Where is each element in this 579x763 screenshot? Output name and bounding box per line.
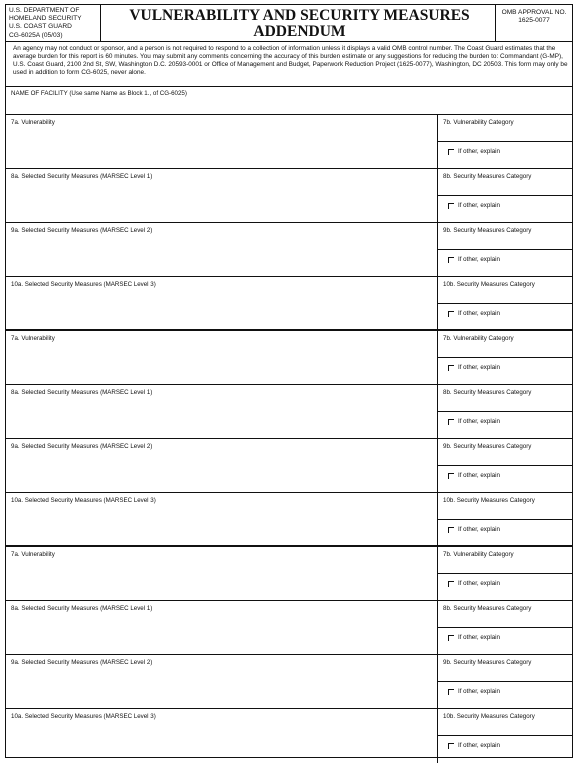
entry-field[interactable] (6, 385, 438, 438)
other-checkbox[interactable] (448, 203, 454, 209)
category-field[interactable] (438, 709, 572, 763)
entry-label: 10a. Selected Security Measures (MARSEC Level 3) (11, 713, 156, 720)
if-other-label: If other, explain (458, 580, 500, 587)
if-other-option[interactable] (448, 634, 500, 641)
category-field[interactable] (438, 277, 572, 331)
category-divider (438, 357, 572, 358)
form-row (6, 169, 572, 223)
if-other-option[interactable] (448, 688, 500, 695)
form-row (6, 655, 572, 709)
omb-label: OMB APPROVAL NO. (501, 9, 567, 16)
category-label: 7b. Vulnerability Category (443, 119, 514, 126)
if-other-option[interactable] (448, 148, 500, 155)
category-label: 10b. Security Measures Category (443, 281, 535, 288)
category-divider (438, 627, 572, 628)
if-other-label: If other, explain (458, 202, 500, 209)
title-line-2: ADDENDUM (253, 23, 346, 40)
category-field[interactable] (438, 115, 572, 168)
form-row (6, 601, 572, 655)
entry-label: 7a. Vulnerability (11, 119, 55, 126)
vulnerability-section (6, 547, 572, 763)
entry-label: 10a. Selected Security Measures (MARSEC Level 3) (11, 281, 156, 288)
if-other-label: If other, explain (458, 310, 500, 317)
category-divider (438, 735, 572, 736)
category-field[interactable] (438, 655, 572, 708)
if-other-label: If other, explain (458, 742, 500, 749)
if-other-option[interactable] (448, 526, 500, 533)
form-row (6, 385, 572, 439)
agency-block (6, 5, 101, 41)
category-label: 10b. Security Measures Category (443, 713, 535, 720)
category-divider (438, 195, 572, 196)
if-other-option[interactable] (448, 202, 500, 209)
if-other-option[interactable] (448, 418, 500, 425)
category-divider (438, 465, 572, 466)
if-other-label: If other, explain (458, 526, 500, 533)
entry-label: 9a. Selected Security Measures (MARSEC Level 2) (11, 443, 153, 450)
category-divider (438, 681, 572, 682)
form-row (6, 547, 572, 601)
category-field[interactable] (438, 331, 572, 384)
other-checkbox[interactable] (448, 635, 454, 641)
entry-label: 7a. Vulnerability (11, 551, 55, 558)
form-row (6, 331, 572, 385)
form-row (6, 223, 572, 277)
entry-field[interactable] (6, 709, 438, 763)
if-other-option[interactable] (448, 742, 500, 749)
addendum-form (5, 4, 573, 758)
omb-approval-block (495, 5, 572, 41)
form-row (6, 277, 572, 331)
other-checkbox[interactable] (448, 149, 454, 155)
category-label: 9b. Security Measures Category (443, 227, 532, 234)
form-title (101, 5, 498, 41)
form-number: CG-6025A (05/03) (9, 31, 63, 39)
if-other-option[interactable] (448, 364, 500, 371)
form-row (6, 115, 572, 169)
facility-name-field[interactable] (6, 87, 572, 115)
entry-field[interactable] (6, 547, 438, 600)
if-other-label: If other, explain (458, 364, 500, 371)
category-divider (438, 303, 572, 304)
other-checkbox[interactable] (448, 257, 454, 263)
category-label: 8b. Security Measures Category (443, 173, 532, 180)
category-field[interactable] (438, 439, 572, 492)
entry-label: 9a. Selected Security Measures (MARSEC Level 2) (11, 659, 153, 666)
title-line-1: VULNERABILITY AND SECURITY MEASURES (129, 7, 470, 24)
category-field[interactable] (438, 601, 572, 654)
if-other-label: If other, explain (458, 256, 500, 263)
if-other-label: If other, explain (458, 418, 500, 425)
facility-name-label: NAME OF FACILITY (Use same Name as Block 1., of CG-6025) (11, 90, 187, 97)
entry-field[interactable] (6, 169, 438, 222)
entry-field[interactable] (6, 439, 438, 492)
category-label: 9b. Security Measures Category (443, 659, 532, 666)
category-divider (438, 411, 572, 412)
category-label: 9b. Security Measures Category (443, 443, 532, 450)
category-divider (438, 573, 572, 574)
other-checkbox[interactable] (448, 743, 454, 749)
form-header (6, 5, 572, 42)
other-checkbox[interactable] (448, 581, 454, 587)
category-field[interactable] (438, 493, 572, 547)
form-row (6, 493, 572, 547)
other-checkbox[interactable] (448, 473, 454, 479)
if-other-label: If other, explain (458, 472, 500, 479)
category-field[interactable] (438, 169, 572, 222)
entry-label: 7a. Vulnerability (11, 335, 55, 342)
form-row (6, 709, 572, 763)
category-label: 8b. Security Measures Category (443, 605, 532, 612)
category-label: 7b. Vulnerability Category (443, 551, 514, 558)
agency-line: U.S. COAST GUARD (9, 23, 72, 31)
entry-field[interactable] (6, 223, 438, 276)
entry-field[interactable] (6, 331, 438, 384)
entry-field[interactable] (6, 277, 438, 331)
other-checkbox[interactable] (448, 527, 454, 533)
agency-line: U.S. DEPARTMENT OF (9, 7, 80, 14)
entry-label: 10a. Selected Security Measures (MARSEC Level 3) (11, 497, 156, 504)
vulnerability-section (6, 115, 572, 331)
other-checkbox[interactable] (448, 311, 454, 317)
if-other-label: If other, explain (458, 634, 500, 641)
other-checkbox[interactable] (448, 419, 454, 425)
if-other-label: If other, explain (458, 148, 500, 155)
entry-field[interactable] (6, 655, 438, 708)
if-other-option[interactable] (448, 256, 500, 263)
category-field[interactable] (438, 547, 572, 600)
entry-label: 8a. Selected Security Measures (MARSEC Level 1) (11, 173, 153, 180)
entry-field[interactable] (6, 601, 438, 654)
if-other-option[interactable] (448, 580, 500, 587)
if-other-label: If other, explain (458, 688, 500, 695)
entry-label: 9a. Selected Security Measures (MARSEC Level 2) (11, 227, 153, 234)
category-label: 10b. Security Measures Category (443, 497, 535, 504)
category-divider (438, 249, 572, 250)
category-divider (438, 141, 572, 142)
vulnerability-section (6, 331, 572, 547)
entry-label: 8a. Selected Security Measures (MARSEC Level 1) (11, 605, 153, 612)
burden-statement: An agency may not conduct or sponsor, and a person is not required to respond to a collection of information unless it displays a valid OMB control number. The Coast Guard estimates that the average burden for this report is 60 minutes. You may submit any comments concerning the accuracy of this burden estimate or any suggestions for reducing the burden to: Commandant (G-MP), U.S. Coast Guard, 2100 2nd St, SW, Washington D.C. 20593-0001 or Office of Management and Budget, Paperwork Reduction Project (1625-0077), Washington, DC 20503. This form may only be used in addition to form CG-6025, never alone. (6, 42, 572, 87)
if-other-option[interactable] (448, 310, 500, 317)
if-other-option[interactable] (448, 472, 500, 479)
other-checkbox[interactable] (448, 365, 454, 371)
category-divider (438, 519, 572, 520)
form-row (6, 439, 572, 493)
entry-label: 8a. Selected Security Measures (MARSEC Level 1) (11, 389, 153, 396)
agency-line: HOMELAND SECURITY (9, 15, 82, 23)
category-field[interactable] (438, 385, 572, 438)
entry-field[interactable] (6, 493, 438, 547)
other-checkbox[interactable] (448, 689, 454, 695)
omb-number: 1625-0077 (518, 17, 550, 25)
category-label: 7b. Vulnerability Category (443, 335, 514, 342)
category-field[interactable] (438, 223, 572, 276)
entry-field[interactable] (6, 115, 438, 168)
category-label: 8b. Security Measures Category (443, 389, 532, 396)
